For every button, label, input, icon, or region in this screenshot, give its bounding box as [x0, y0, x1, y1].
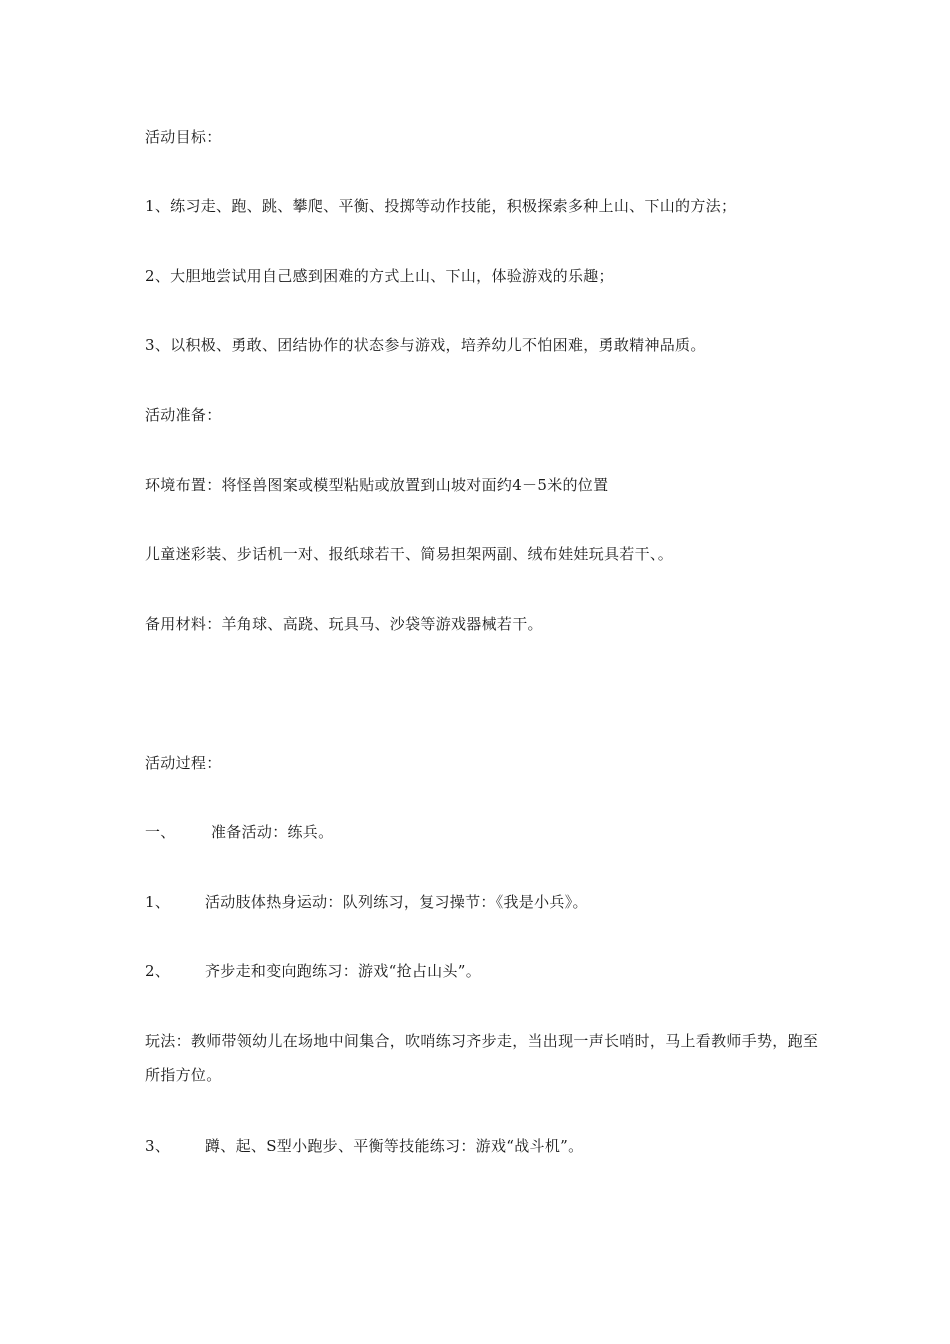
- play-rule-paragraph: 玩法：教师带领幼儿在场地中间集合，吹哨练习齐步走，当出现一声长哨时，马上看教师手势，跑至所指方位。: [145, 1032, 819, 1084]
- step-1-text: 活动肢体热身运动：队列练习，复习操节：《我是小兵》。: [205, 893, 588, 911]
- prep-item-spare: 备用材料：羊角球、高跷、玩具马、沙袋等游戏器械若干。: [145, 615, 543, 633]
- prep-item-environment: 环境布置：将怪兽图案或模型粘贴或放置到山坡对面约4－5米的位置: [145, 476, 609, 494]
- prep-item-materials: 儿童迷彩装、步话机一对、报纸球若干、简易担架两副、绒布娃娃玩具若干、。: [145, 545, 674, 563]
- section-1-number: 一、: [145, 823, 176, 841]
- goal-item-3: 3、以积极、勇敢、团结协作的状态参与游戏，培养幼儿不怕困难，勇敢精神品质。: [145, 336, 706, 354]
- step-3-text: 蹲、起、S型小跑步、平衡等技能练习：游戏“战斗机”。: [205, 1137, 584, 1155]
- goals-heading: 活动目标：: [145, 128, 222, 146]
- step-3-number: 3、: [145, 1137, 171, 1155]
- prep-heading: 活动准备：: [145, 406, 222, 424]
- section-1-text: 准备活动：练兵。: [211, 823, 334, 841]
- step-3: [145, 1136, 583, 1156]
- step-1-number: 1、: [145, 893, 171, 911]
- goal-item-2: 2、大胆地尝试用自己感到困难的方式上山、下山，体验游戏的乐趣；: [145, 267, 614, 285]
- step-2-number: 2、: [145, 962, 171, 980]
- goal-item-1: 1、练习走、跑、跳、攀爬、平衡、投掷等动作技能，积极探索多种上山、下山的方法；: [145, 197, 737, 215]
- section-1: [145, 822, 333, 842]
- step-2: [145, 961, 481, 981]
- step-1: [145, 892, 588, 912]
- step-2-text: 齐步走和变向跑练习：游戏“抢占山头”。: [205, 962, 482, 980]
- process-heading: 活动过程：: [145, 754, 222, 772]
